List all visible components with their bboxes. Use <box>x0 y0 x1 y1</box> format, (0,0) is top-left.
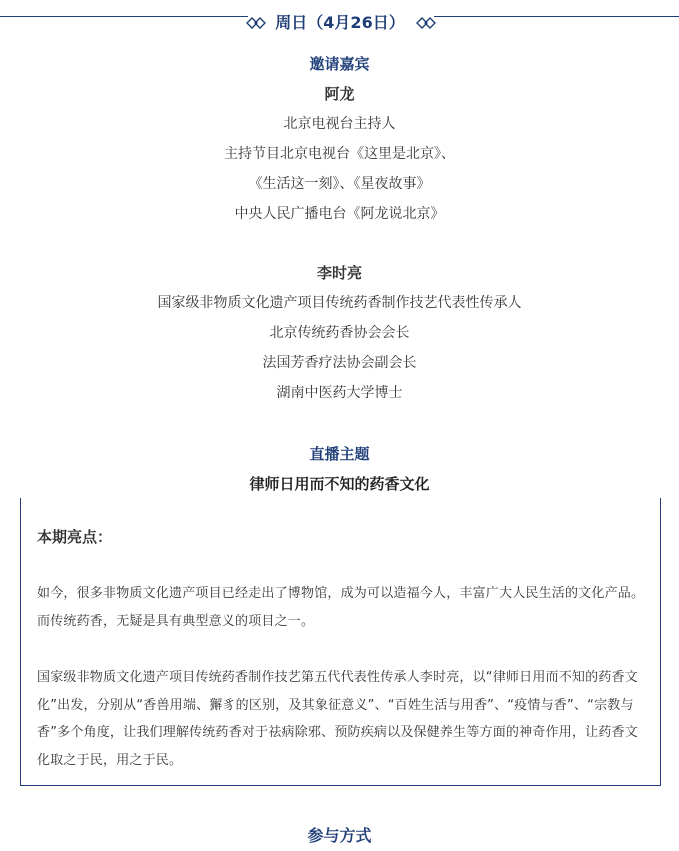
guest-bio-line: 主持节目北京电视台《这里是北京》、 <box>224 146 455 162</box>
highlights-paragraph: 国家级非物质文化遗产项目传统药香制作技艺第五代代表性传承人李时亮，以“律师日用而不知的药香文化”出发，分别从“香兽用端、獬豸的区别，及其象征意义”、“百姓生活与用香”、“疫情与香”、“宗教与香”多个角度，让我们理解传统药香对于祛病除邪、预防疾病以及保健养生等方面的神奇作用，让药香文化取之于民，用之于民。 <box>37 670 638 768</box>
guest-bio-line: 北京传统药香协会会长 <box>269 325 410 341</box>
guest-name: 李时亮 <box>316 264 362 282</box>
guest-bio-line: 北京电视台主持人 <box>283 116 396 132</box>
guest-bio-line: 《生活这一刻》、《星夜故事》 <box>248 176 431 192</box>
topic-section-title: 直播主题 <box>309 445 370 463</box>
header-divider-right <box>434 16 679 17</box>
guest-name: 阿龙 <box>324 85 355 103</box>
highlights-paragraph: 如今，很多非物质文化遗产项目已经走出了博物馆，成为可以造福今人，丰富广大人民生活的文化产品。而传统药香，无疑是具有典型意义的项目之一。 <box>37 586 645 629</box>
double-diamond-icon <box>414 16 436 30</box>
guest-bio-line: 法国芳香疗法协会副会长 <box>262 355 417 371</box>
highlights-title: 本期亮点： <box>37 528 113 546</box>
guest-bio-line: 中央人民广播电台《阿龙说北京》 <box>234 206 445 222</box>
double-diamond-icon <box>246 16 268 30</box>
date-header <box>0 10 679 38</box>
header-divider-left <box>0 16 248 17</box>
topic-title: 律师日用而不知的药香文化 <box>249 475 430 493</box>
guests-section-title: 邀请嘉宾 <box>309 55 370 73</box>
participation-section-title: 参与方式 <box>307 826 372 845</box>
date-title: 周日（4月26日） <box>275 13 405 32</box>
guest-bio-line: 国家级非物质文化遗产项目传统药香制作技艺代表性传承人 <box>157 295 522 311</box>
guest-bio-line: 湖南中医药大学博士 <box>276 385 403 401</box>
